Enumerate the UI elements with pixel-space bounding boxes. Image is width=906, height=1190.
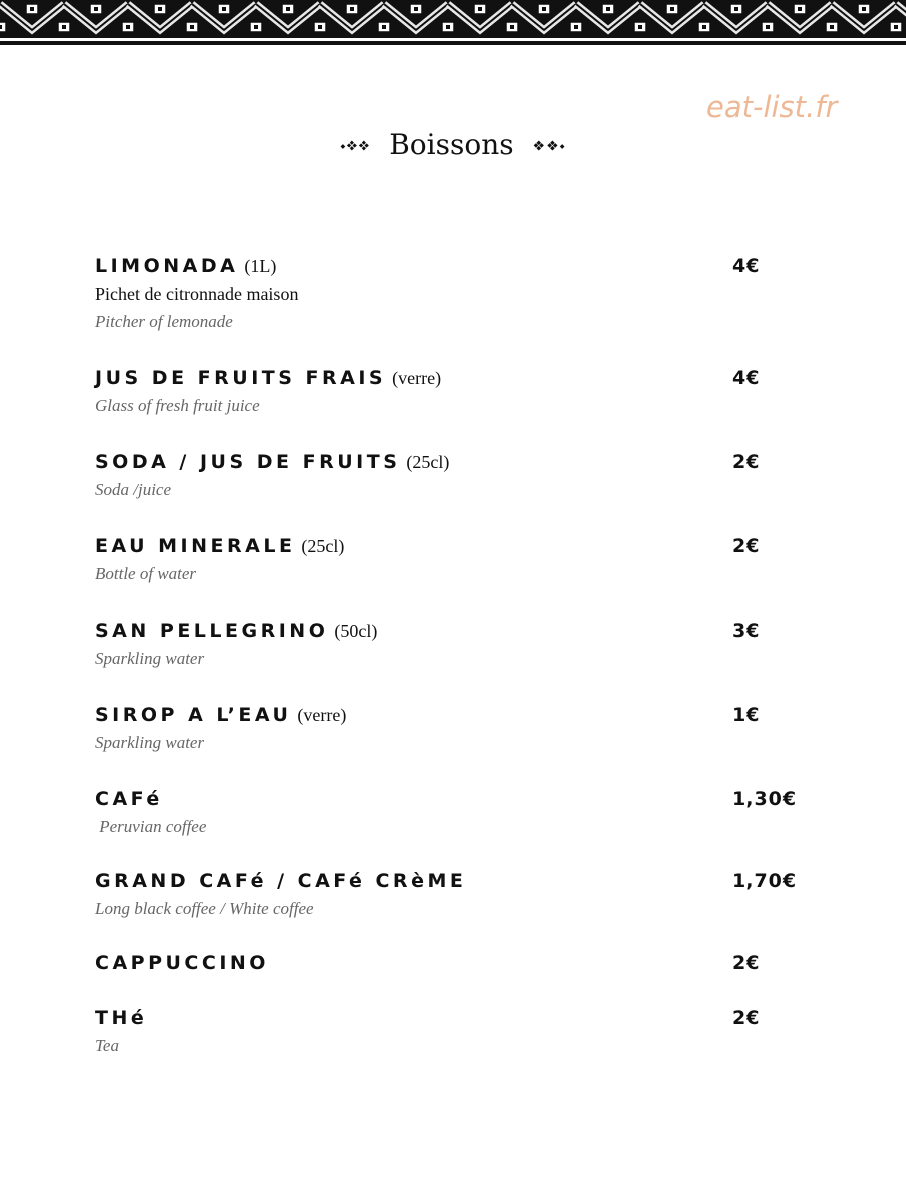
item-description-en: Bottle of water <box>95 564 197 583</box>
item-price: 3€ <box>732 620 761 642</box>
item-price: 2€ <box>732 535 761 557</box>
item-price: 4€ <box>732 255 761 277</box>
item-description-en: Sparkling water <box>95 733 205 752</box>
zigzag-pattern-icon <box>0 0 906 46</box>
item-price: 2€ <box>732 451 761 473</box>
item-name: GRAND CAFé / CAFé CRèME <box>95 870 467 892</box>
item-quantity: (50cl) <box>334 621 378 641</box>
item-name: EAU MINERALE <box>95 535 296 557</box>
menu-item <box>95 252 815 336</box>
item-quantity: (25cl) <box>406 452 450 472</box>
menu-item <box>95 364 815 420</box>
item-description-en: Peruvian coffee <box>95 817 207 836</box>
item-price: 4€ <box>732 367 761 389</box>
menu-item <box>95 532 815 588</box>
menu-item <box>95 949 815 977</box>
item-price: 1€ <box>732 704 761 726</box>
watermark: eat-list.fr <box>706 90 838 124</box>
item-name: SODA / JUS DE FRUITS <box>95 451 401 473</box>
item-description-fr: Pichet de citronnade maison <box>95 284 299 304</box>
item-price: 1,70€ <box>732 870 798 892</box>
item-name: LIMONADA <box>95 255 239 277</box>
item-description-en: Long black coffee / White coffee <box>95 899 314 918</box>
menu-item <box>95 785 815 841</box>
item-description-en: Glass of fresh fruit juice <box>95 396 260 415</box>
item-quantity: (verre) <box>392 368 442 388</box>
decorative-border <box>0 0 906 46</box>
item-description-en: Pitcher of lemonade <box>95 312 233 331</box>
item-name: CAPPUCCINO <box>95 952 269 974</box>
item-description-en: Tea <box>95 1036 119 1055</box>
menu-item <box>95 617 815 673</box>
item-name: JUS DE FRUITS FRAIS <box>95 367 387 389</box>
item-price: 1,30€ <box>732 788 798 810</box>
ornament-left-icon: ⬩❖❖ <box>340 138 371 155</box>
ornament-right-icon: ❖❖⬩ <box>532 138 566 155</box>
item-name: THé <box>95 1007 148 1029</box>
menu-item <box>95 701 815 757</box>
page-title-text: Boissons <box>389 128 514 161</box>
item-description-en: Sparkling water <box>95 649 205 668</box>
item-price: 2€ <box>732 952 761 974</box>
item-quantity: (1L) <box>244 256 277 276</box>
page-title <box>0 128 906 161</box>
item-quantity: (verre) <box>297 705 347 725</box>
item-description-en: Soda /juice <box>95 480 172 499</box>
menu-item <box>95 448 815 504</box>
item-quantity: (25cl) <box>301 536 345 556</box>
item-name: SAN PELLEGRINO <box>95 620 329 642</box>
item-name: CAFé <box>95 788 163 810</box>
item-price: 2€ <box>732 1007 761 1029</box>
item-name: SIROP A L’EAU <box>95 704 292 726</box>
menu-item <box>95 867 815 923</box>
menu-item <box>95 1004 815 1060</box>
